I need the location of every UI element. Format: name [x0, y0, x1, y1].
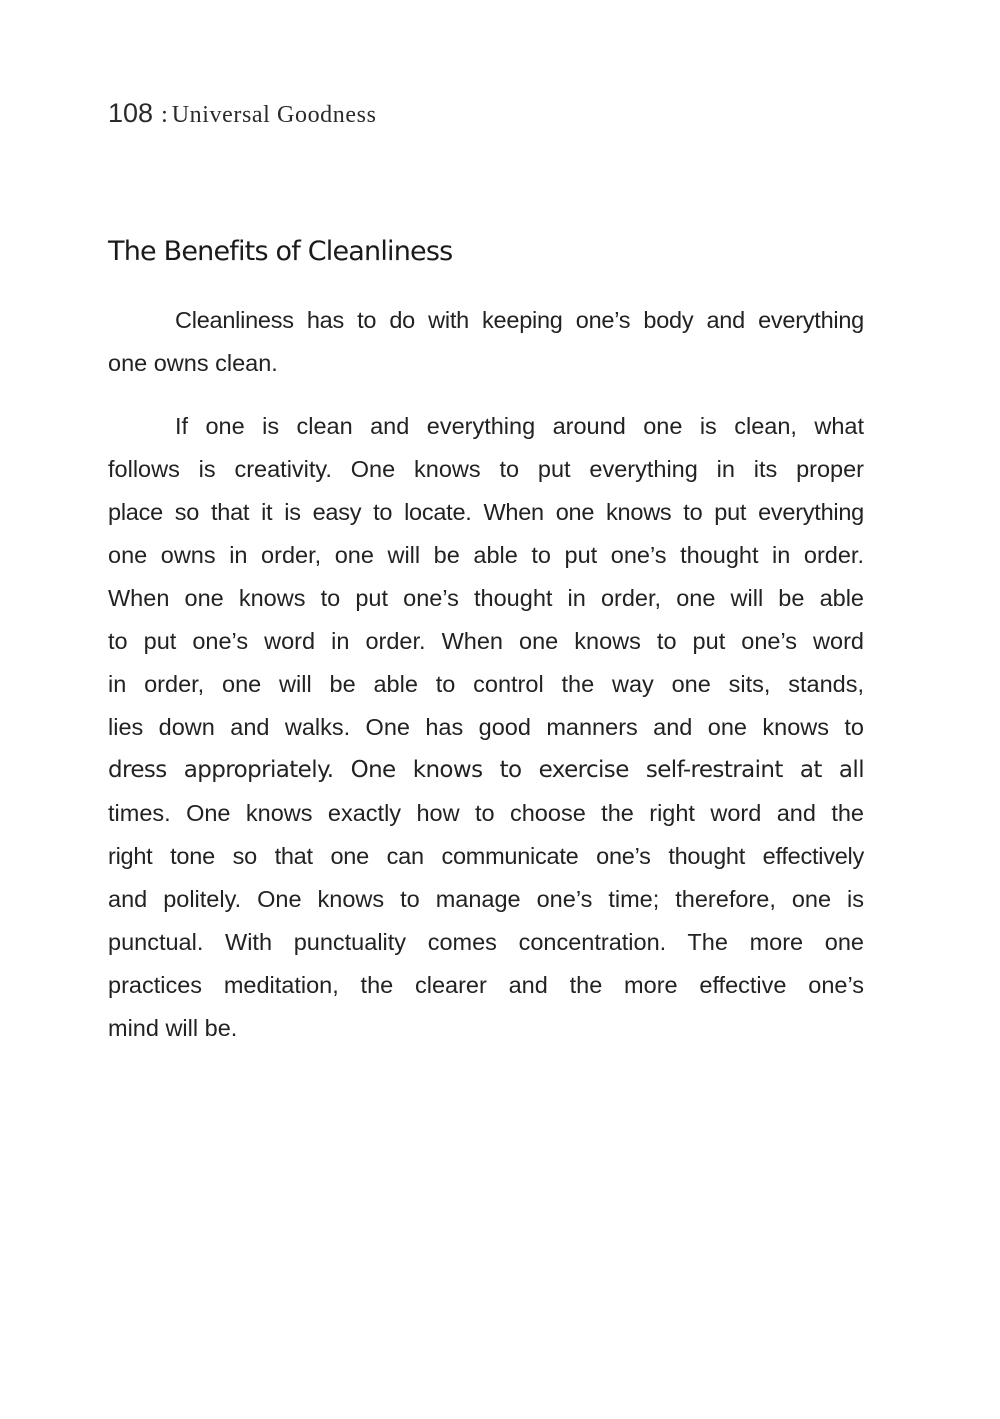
paragraph-1 [108, 299, 864, 385]
text-line: one owns in order, one will be able to put one’s thought in order. [108, 542, 864, 568]
text-line: practices meditation, the clearer and the more effective one’s [108, 972, 864, 998]
page-number: 108 [108, 98, 154, 128]
text-line: place so that it is easy to locate. When one knows to put everything [108, 499, 864, 525]
text-line: in order, one will be able to control the way one sits, stands, [108, 671, 864, 697]
book-title: Universal Goodness [171, 102, 377, 128]
text-line: one owns clean. [108, 350, 278, 376]
text-line: right tone so that one can communicate one’s thought effectively [108, 843, 864, 869]
text-line: Cleanliness has to do with keeping one’s body and everything [175, 307, 864, 333]
text-line: lies down and walks. One has good manners and one knows to [108, 714, 864, 740]
text-line: punctual. With punctuality comes concentration. The more one [108, 929, 864, 955]
text-line: If one is clean and everything around one is clean, what [175, 413, 864, 439]
header-separator: : [161, 102, 168, 128]
text-line: and politely. One knows to manage one’s time; therefore, one is [108, 886, 864, 912]
section-title: The Benefits of Cleanliness [108, 236, 453, 267]
text-line: follows is creativity. One knows to put everything in its proper [108, 456, 864, 482]
paragraph-2 [108, 405, 864, 1050]
text-line: dress appropriately. One knows to exercise self-restraint at all [108, 757, 864, 783]
running-header [108, 98, 377, 129]
text-line: to put one’s word in order. When one knows to put one’s word [108, 628, 864, 654]
text-line: When one knows to put one’s thought in order, one will be able [108, 585, 864, 611]
text-line: mind will be. [108, 1015, 238, 1041]
text-line: times. One knows exactly how to choose the right word and the [108, 800, 864, 826]
